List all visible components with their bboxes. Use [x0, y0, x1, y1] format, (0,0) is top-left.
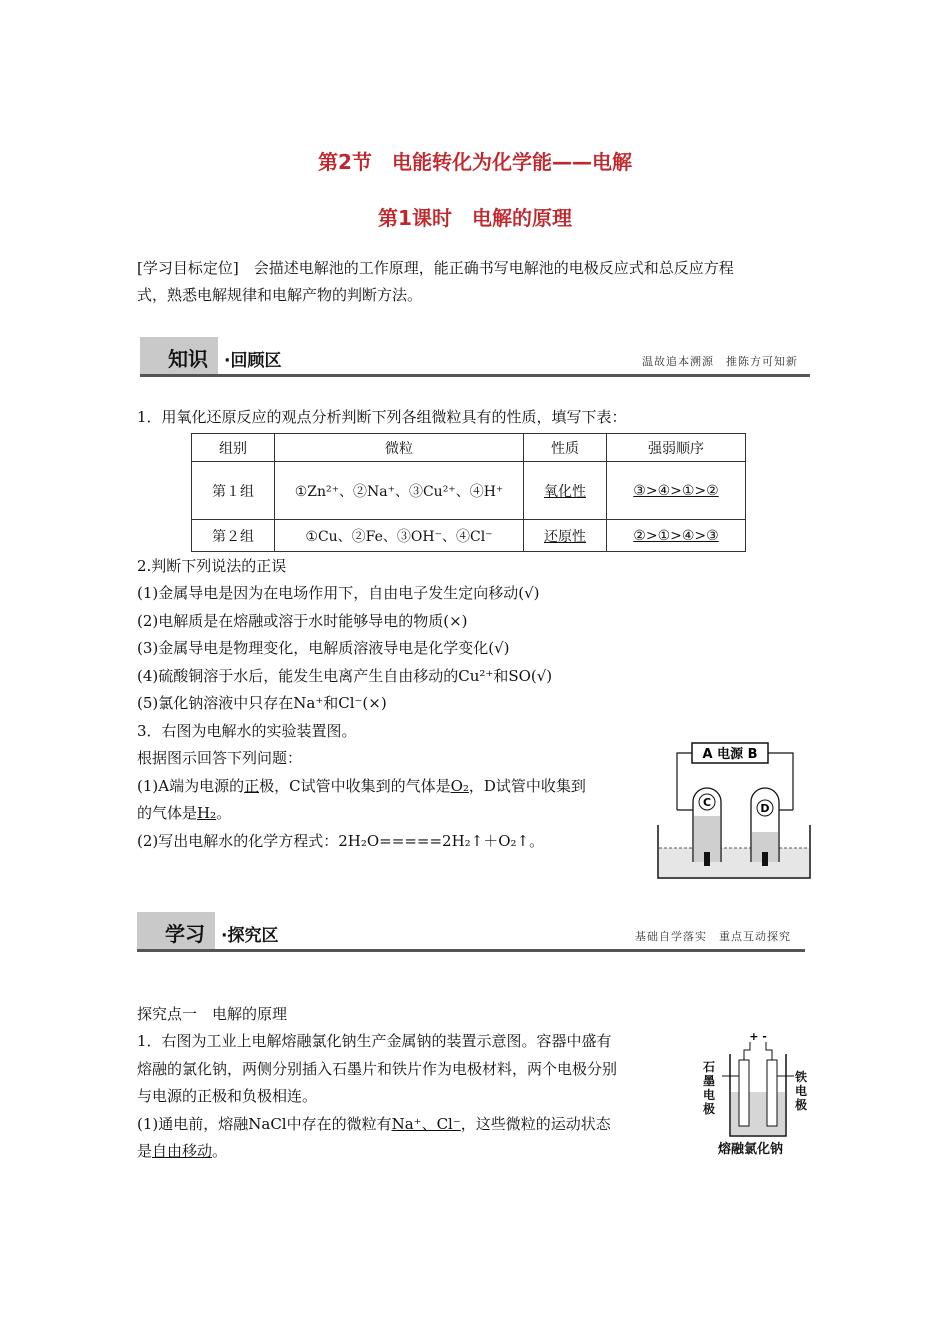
graphite-electrode-label: 石墨电极 — [703, 1060, 716, 1116]
table-header: 微粒 — [275, 434, 524, 462]
iron-electrode-label: 铁电极 — [795, 1070, 808, 1112]
lesson-title: 第1课时 电解的原理 — [378, 206, 572, 230]
objective-line-1: [学习目标定位] 会描述电解池的工作原理，能正确书写电解池的电极反应式和总反应方程 — [137, 259, 734, 277]
table-cell-order — [607, 462, 746, 520]
answer-text: ③>④>①>② — [633, 482, 719, 499]
q2-stem: 2.判断下列说法的正误 — [137, 557, 287, 575]
electrode-c — [704, 852, 710, 866]
table-cell-order — [607, 520, 746, 552]
q2-item: (3)金属导电是物理变化，电解质溶液导电是化学变化(√) — [137, 639, 510, 657]
wire-iron — [766, 1042, 772, 1060]
explore-point-title: 探究点一 电解的原理 — [137, 1005, 288, 1023]
table-cell-group: 第２组 — [192, 520, 275, 552]
q1-stem: 1．用氧化还原反应的观点分析判断下列各组微粒具有的性质，填写下表： — [137, 408, 627, 426]
table-header: 组别 — [192, 434, 275, 462]
text: ，D试管中收集到 — [468, 777, 586, 795]
table-cell-group: 第１组 — [192, 462, 275, 520]
explore-question-1 — [137, 1113, 611, 1135]
banner-rule — [137, 949, 805, 952]
text: 。 — [212, 1142, 228, 1160]
q2-item: (5)氯化钠溶液中只存在Na⁺和Cl⁻(×) — [137, 694, 387, 712]
study-banner — [137, 912, 805, 952]
text: 。 — [216, 804, 232, 822]
graphite-electrode — [739, 1060, 749, 1126]
electrode-d — [762, 852, 768, 866]
banner-big-text: 知识 — [168, 347, 208, 371]
answer-text: Na⁺、Cl⁻ — [391, 1115, 461, 1133]
q3-stem: 3．右图为电解水的实验装置图。 — [137, 722, 357, 740]
tube-c-label: C — [702, 796, 712, 809]
text: 是 — [137, 1142, 153, 1160]
iron-electrode — [767, 1060, 777, 1126]
wire-graphite — [744, 1042, 750, 1060]
table-row — [192, 520, 746, 552]
power-source-label: A 电源 B — [702, 747, 758, 762]
table-cell-property — [524, 520, 607, 552]
q3-answer-1-cont — [137, 802, 231, 824]
table-cell-particles: ①Cu、②Fe、③OH⁻、④Cl⁻ — [275, 520, 524, 552]
explore-paragraph: 与电源的正极和负极相连。 — [137, 1087, 318, 1105]
answer-text: ②>①>④>③ — [633, 527, 719, 544]
molten-nacl-label: 熔融氯化钠 — [718, 1142, 784, 1157]
q2-item: (1)金属导电是因为在电场作用下，自由电子发生定向移动(√) — [137, 584, 540, 602]
text: 极，C试管中收集到的气体是 — [259, 777, 451, 795]
answer-text: 自由移动 — [152, 1142, 213, 1160]
polarity-signs: + - — [749, 1030, 767, 1043]
table-cell-property — [524, 462, 607, 520]
wire-left — [677, 753, 692, 810]
answer-text: 正 — [244, 777, 260, 795]
banner-motto: 基础自学落实 重点互动探究 — [635, 930, 791, 943]
section-title: 第2节 电能转化为化学能——电解 — [318, 150, 632, 174]
text: (1)通电前，熔融NaCl中存在的微粒有 — [137, 1115, 392, 1133]
table-cell-particles: ①Zn²⁺、②Na⁺、③Cu²⁺、④H⁺ — [275, 462, 524, 520]
water — [659, 848, 809, 877]
table-header: 性质 — [524, 434, 607, 462]
q3-answer-1 — [137, 775, 586, 797]
banner-small-text: ·回顾区 — [224, 351, 282, 371]
explore-paragraph: 1．右图为工业上电解熔融氯化钠生产金属钠的装置示意图。容器中盛有 — [137, 1032, 612, 1050]
answer-text: H₂ — [197, 804, 217, 822]
q2-item: (2)电解质是在熔融或溶于水时能够导电的物质(×) — [137, 612, 468, 630]
banner-motto: 温故追本溯源 推陈方可知新 — [642, 355, 798, 368]
tube-d-label: D — [760, 802, 770, 815]
answer-text: 还原性 — [544, 528, 586, 545]
banner-big-text: 学习 — [165, 922, 205, 946]
table-header: 强弱顺序 — [607, 434, 746, 462]
q2-item: (4)硫酸铜溶于水后，能发生电离产生自由移动的Cu²⁺和SO(√) — [137, 667, 553, 685]
text: (1)A端为电源的 — [137, 777, 245, 795]
answer-text: 氧化性 — [544, 483, 586, 500]
q3-answer-2: (2)写出电解水的化学方程式：2H₂O=====2H₂↑＋O₂↑。 — [137, 832, 545, 850]
banner-rule — [140, 374, 810, 377]
q3-sub: 根据图示回答下列问题： — [137, 749, 303, 767]
review-banner — [140, 337, 810, 377]
water-electrolysis-figure — [655, 740, 813, 880]
text: 的气体是 — [137, 804, 198, 822]
properties-table — [191, 433, 746, 552]
objective-line-2: 式，熟悉电解规律和电解产物的判断方法。 — [137, 286, 423, 304]
answer-text: O₂ — [450, 777, 469, 795]
banner-small-text: ·探究区 — [221, 926, 279, 946]
table-row — [192, 462, 746, 520]
explore-paragraph: 熔融的氯化钠，两侧分别插入石墨片和铁片作为电极材料，两个电极分别 — [137, 1060, 618, 1078]
explore-question-1-cont — [137, 1140, 227, 1162]
text: ，这些微粒的运动状态 — [460, 1115, 611, 1133]
table-header-row — [192, 434, 746, 462]
